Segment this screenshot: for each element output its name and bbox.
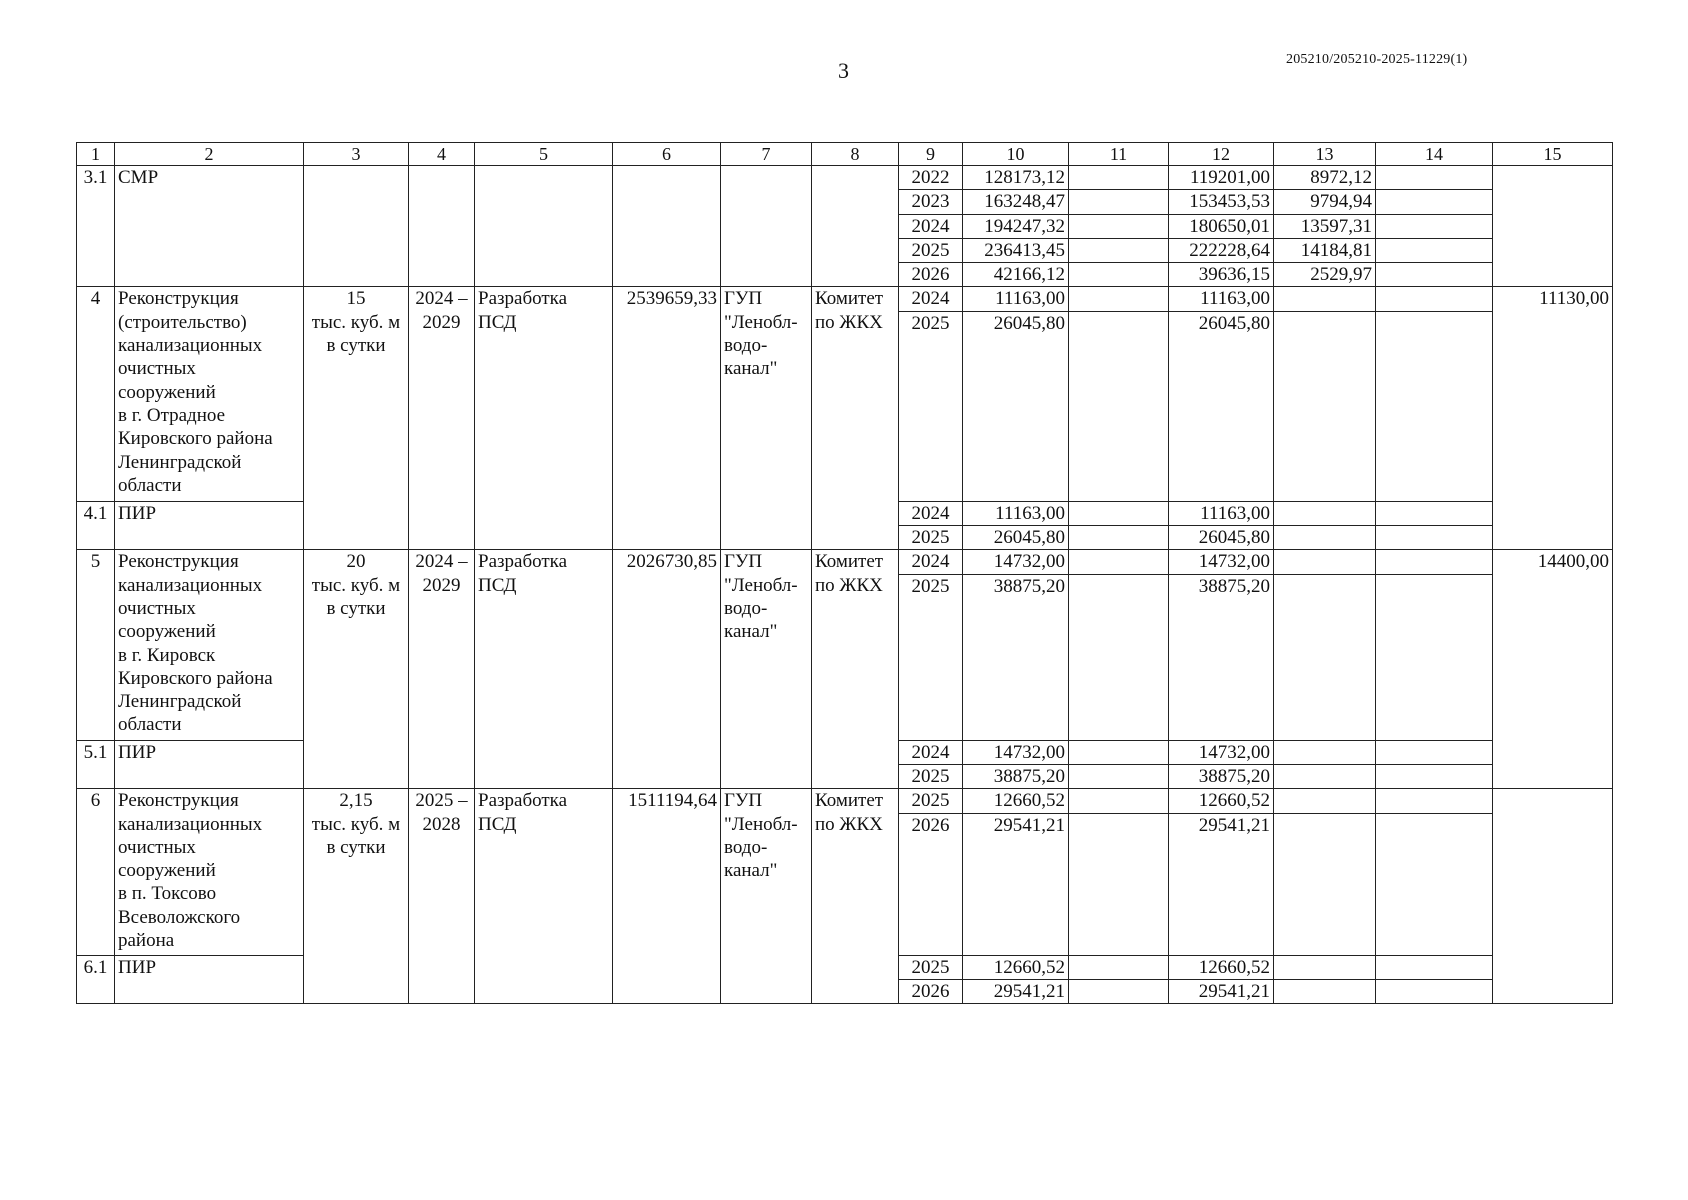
empty-cell [1069,813,1169,955]
value-cell: 180650,01 [1169,214,1274,238]
table-row [77,287,1613,311]
document-id: 205210/205210-2025-11229(1) [1286,52,1468,67]
value-cell: 222228,64 [1169,238,1274,262]
investment-table [76,142,1613,1004]
year-cell: 2025 [899,238,963,262]
empty-cell [1069,550,1169,574]
year-cell: 2025 [899,955,963,979]
empty-cell [1376,813,1493,955]
empty-cell [1376,955,1493,979]
year-cell: 2025 [899,764,963,788]
value-cell: 12660,52 [1169,789,1274,813]
value-cell: 11163,00 [963,501,1069,525]
value-cell: 163248,47 [963,190,1069,214]
value-cell: 38875,20 [963,764,1069,788]
row-name: Реконструкция канализационных очистных сооружений в г. Кировск Кировского района Ленинградской области [115,550,304,740]
empty-cell [1376,789,1493,813]
value-cell: 38875,20 [963,574,1069,740]
empty-cell [1069,214,1169,238]
year-cell: 2025 [899,526,963,550]
table-row [77,789,1613,813]
customer-cell: Комитет по ЖКХ [812,789,899,1004]
cost-cell: 2539659,33 [613,287,721,550]
value-cell: 153453,53 [1169,190,1274,214]
row-name: Реконструкция (строительство) канализационных очистных сооружений в г. Отрадное Кировского района Ленинградской области [115,287,304,501]
page-number: 3 [838,58,849,83]
value-cell: 14184,81 [1274,238,1376,262]
value-cell: 2529,97 [1274,263,1376,287]
empty-cell [1376,214,1493,238]
stage-cell: Разработка ПСД [475,287,613,550]
empty-cell [1274,550,1376,574]
column-header: 8 [812,143,899,166]
year-cell: 2025 [899,311,963,501]
value-cell: 29541,21 [1169,813,1274,955]
empty-cell [1069,238,1169,262]
column-header: 15 [1493,143,1613,166]
empty-cell [1493,789,1613,1004]
column-header: 3 [304,143,409,166]
empty-cell [1376,287,1493,311]
empty-cell [1376,190,1493,214]
empty-cell [1069,263,1169,287]
empty-cell [1069,526,1169,550]
empty-cell [1069,190,1169,214]
value-cell: 119201,00 [1169,166,1274,190]
column-header: 1 [77,143,115,166]
value-cell: 11163,00 [963,287,1069,311]
value-cell: 14400,00 [1493,550,1613,789]
empty-cell [1274,740,1376,764]
empty-cell [1274,979,1376,1003]
value-cell: 11130,00 [1493,287,1613,550]
year-cell: 2024 [899,550,963,574]
value-cell: 8972,12 [1274,166,1376,190]
empty-cell [1069,287,1169,311]
empty-cell [812,166,899,287]
value-cell: 12660,52 [963,789,1069,813]
empty-cell [1376,166,1493,190]
value-cell: 128173,12 [963,166,1069,190]
cost-cell: 1511194,64 [613,789,721,1004]
row-index: 4 [77,287,115,501]
row-name: ПИР [115,501,304,550]
value-cell: 26045,80 [963,526,1069,550]
column-header: 14 [1376,143,1493,166]
value-cell: 11163,00 [1169,501,1274,525]
value-cell: 29541,21 [963,813,1069,955]
column-header: 2 [115,143,304,166]
empty-cell [613,166,721,287]
empty-cell [409,166,475,287]
year-cell: 2026 [899,979,963,1003]
year-cell: 2024 [899,287,963,311]
value-cell: 26045,80 [1169,311,1274,501]
customer-cell: Комитет по ЖКХ [812,550,899,789]
column-header: 4 [409,143,475,166]
value-cell: 11163,00 [1169,287,1274,311]
row-index: 5.1 [77,740,115,789]
empty-cell [1274,764,1376,788]
empty-cell [1376,764,1493,788]
year-cell: 2026 [899,263,963,287]
value-cell: 26045,80 [963,311,1069,501]
year-cell: 2022 [899,166,963,190]
row-name: Реконструкция канализационных очистных сооружений в п. Токсово Всеволожского района [115,789,304,955]
year-cell: 2023 [899,190,963,214]
empty-cell [1069,764,1169,788]
value-cell: 12660,52 [1169,955,1274,979]
empty-cell [1376,979,1493,1003]
column-header: 5 [475,143,613,166]
column-header: 11 [1069,143,1169,166]
table-row [77,550,1613,574]
empty-cell [1376,263,1493,287]
row-index: 6.1 [77,955,115,1004]
row-index: 3.1 [77,166,115,287]
empty-cell [1274,789,1376,813]
empty-cell [1069,740,1169,764]
empty-cell [1274,955,1376,979]
empty-cell [721,166,812,287]
row-name: ПИР [115,955,304,1004]
empty-cell [1069,166,1169,190]
value-cell: 38875,20 [1169,574,1274,740]
value-cell: 13597,31 [1274,214,1376,238]
period-cell: 2024 – 2029 [409,287,475,550]
empty-cell [1274,574,1376,740]
table-row [77,166,1613,190]
value-cell: 26045,80 [1169,526,1274,550]
empty-cell [304,166,409,287]
value-cell: 14732,00 [1169,740,1274,764]
value-cell: 9794,94 [1274,190,1376,214]
value-cell: 39636,15 [1169,263,1274,287]
row-index: 4.1 [77,501,115,550]
empty-cell [1069,955,1169,979]
year-cell: 2024 [899,501,963,525]
cost-cell: 2026730,85 [613,550,721,789]
empty-cell [1069,979,1169,1003]
value-cell: 12660,52 [963,955,1069,979]
row-index: 6 [77,789,115,955]
value-cell: 236413,45 [963,238,1069,262]
column-header: 13 [1274,143,1376,166]
empty-cell [1493,166,1613,287]
empty-cell [1069,574,1169,740]
capacity-cell: 15 тыс. куб. м в сутки [304,287,409,550]
capacity-cell: 20 тыс. куб. м в сутки [304,550,409,789]
customer-cell: Комитет по ЖКХ [812,287,899,550]
column-header: 7 [721,143,812,166]
column-header: 6 [613,143,721,166]
row-name: ПИР [115,740,304,789]
value-cell: 29541,21 [963,979,1069,1003]
year-cell: 2025 [899,574,963,740]
empty-cell [475,166,613,287]
period-cell: 2024 – 2029 [409,550,475,789]
column-header: 10 [963,143,1069,166]
value-cell: 38875,20 [1169,764,1274,788]
empty-cell [1274,287,1376,311]
empty-cell [1376,740,1493,764]
value-cell: 14732,00 [963,740,1069,764]
empty-cell [1376,311,1493,501]
empty-cell [1274,311,1376,501]
empty-cell [1376,501,1493,525]
year-cell: 2024 [899,740,963,764]
empty-cell [1274,813,1376,955]
value-cell: 194247,32 [963,214,1069,238]
executor-cell: ГУП "Ленобл- водо- канал" [721,789,812,1004]
year-cell: 2025 [899,789,963,813]
value-cell: 29541,21 [1169,979,1274,1003]
empty-cell [1274,526,1376,550]
stage-cell: Разработка ПСД [475,550,613,789]
value-cell: 14732,00 [1169,550,1274,574]
capacity-cell: 2,15 тыс. куб. м в сутки [304,789,409,1004]
empty-cell [1069,311,1169,501]
row-index: 5 [77,550,115,740]
empty-cell [1069,501,1169,525]
empty-cell [1376,550,1493,574]
year-cell: 2024 [899,214,963,238]
empty-cell [1376,574,1493,740]
executor-cell: ГУП "Ленобл- водо- канал" [721,287,812,550]
executor-cell: ГУП "Ленобл- водо- канал" [721,550,812,789]
period-cell: 2025 – 2028 [409,789,475,1004]
row-name: СМР [115,166,304,287]
empty-cell [1376,526,1493,550]
stage-cell: Разработка ПСД [475,789,613,1004]
empty-cell [1069,789,1169,813]
column-header: 9 [899,143,963,166]
column-number-row [77,143,1613,166]
empty-cell [1274,501,1376,525]
year-cell: 2026 [899,813,963,955]
column-header: 12 [1169,143,1274,166]
empty-cell [1376,238,1493,262]
value-cell: 14732,00 [963,550,1069,574]
value-cell: 42166,12 [963,263,1069,287]
